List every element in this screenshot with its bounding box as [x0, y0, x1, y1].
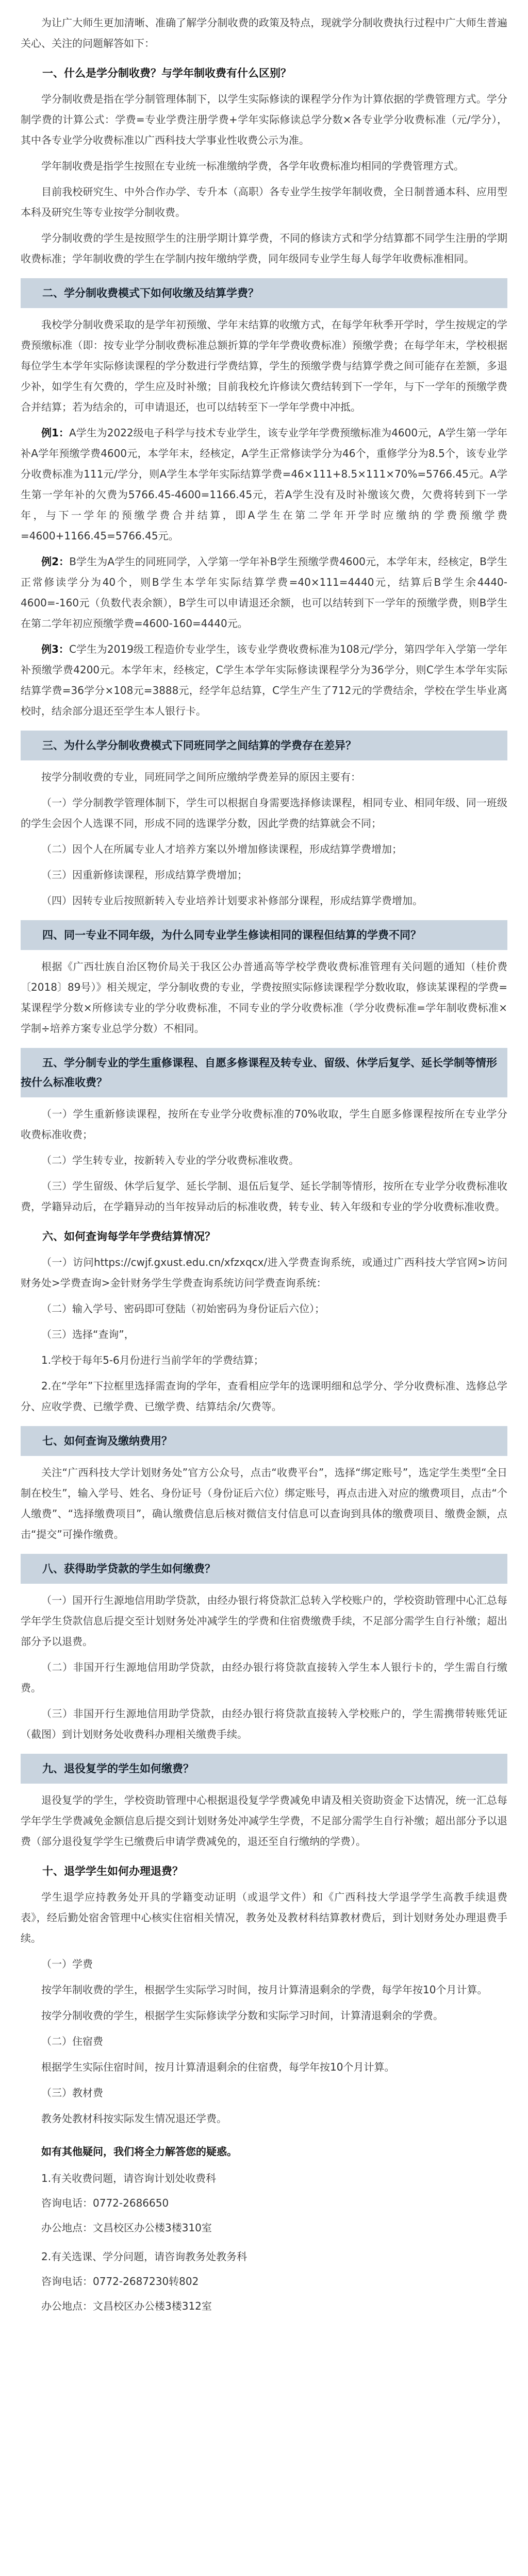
section-10-para-4: 根据学生实际住宿时间，按月计算清退剩余的住宿费，每学年按10个月计算。 [41, 2061, 395, 2073]
section-8-para-3: （三）非国开行生源地信用助学贷款，由经办银行将贷款直接转入学校账户的，学生需携带转账凭证（截图）到计划财务处收费科办理相关缴费手续。 [21, 1707, 507, 1740]
section-10-title: 十、退学学生如何办理退费？ [42, 1865, 183, 1877]
section-4-title: 四、同一专业不同年级，为什么同专业学生修读相同的课程但结算的学费不同？ [21, 920, 507, 950]
section-1-para-1: 学分制收费是指在学分制管理体制下，以学生实际修读的课程学分作为计算依据的学费管理方式。学分制学费的计算公式：学费=专业学费注册学费+学年实际修读总学分数×各专业学分收费标准（元/学分），其中各专业学分收费标准以广西科技大学事业性收费公示为准。 [21, 93, 507, 146]
section-10-para-2: 按学年制收费的学生，根据学生实际学习时间，按月计算清退剩余的学费，每学年按10个月计算。 [41, 1984, 488, 1996]
section-1 [21, 63, 507, 269]
section-10-para-5: 教务处教材科按实际发生情况退还学费。 [41, 2112, 227, 2125]
section-5-para-2: （二）学生转专业，按新转入专业的学分收费标准收费。 [41, 1154, 299, 1166]
contact-1-office: 办公地点：文昌校区办公楼3楼310室 [41, 2222, 212, 2234]
section-6-para-4: 1.学校于每年5-6月份进行当前学年的学费结算； [41, 1354, 264, 1366]
contact-2-title: 2.有关选课、学分问题，请咨询教务处教务科 [41, 2250, 248, 2263]
section-6 [21, 1226, 507, 1417]
section-6-para-5: 2.在“学年”下拉框里选择需查询的学年，查看相应学年的选课明细和总学分、学分收费标准、选修总学分、应收学费、已缴学费、已缴学费、结算结余/欠费等。 [21, 1380, 507, 1413]
section-10-sub-textbook: （三）教材费 [41, 2087, 103, 2099]
section-9 [21, 1754, 507, 1852]
section-3 [21, 731, 507, 911]
section-2-title: 二、学分制收费模式下如何收缴及结算学费？ [21, 278, 507, 308]
example-3-label: 例3： [41, 643, 69, 655]
example-2 [21, 551, 507, 634]
contact-block [21, 2141, 507, 2316]
section-4 [21, 920, 507, 1039]
section-2-para-1: 我校学分制收费采取的是学年初预缴、学年末结算的收缴方式，在每学年秋季开学时，学生按规定的学费预缴标准（即：按专业学分制收费标准总额折算的学年学费收费标准）预缴学费；在每学年末，学校根据每位学生本学年实际修读课程的学分数进行学费结算，学生的预缴学费与结算学费之间可能存在差额，多退少补，如学生有欠费的，学生应及时补缴；目前我校允许修读欠费结转到下一学年，与下一学年的预缴学费合并结算；若为结余的，可申请退还，也可以结转至下一学年学费中冲抵。 [21, 318, 507, 413]
example-1-text: A学生为2022级电子科学与技术专业学生，该专业学年学费预缴标准为4600元，A学生第一学年补A学年预缴学费4600元，本学年末，经核定，A学生正常修读学分为46个，重修学分为8.5个，该专业学分收费标准为111元/学分，则A学生本学年实际结算学费=46×111+8.5×111×70%=5766.45元。A学生第一学年补的欠费为5766.45-4600=1166.45元，若A学生没有及时补缴该欠费，欠费将转到下一学年，与下一学年的预缴学费合并结算，即A学生在第二学年开学时应缴纳的学费预缴学费=4600+1166.45=5766.45元。 [21, 427, 507, 542]
section-8-para-2: （二）非国开行生源地信用助学贷款，由经办银行将贷款直接转入学生本人银行卡的，学生需自行缴费。 [21, 1661, 507, 1694]
section-10-para-1: 学生退学应持教务处开具的学籍变动证明（或退学文件）和《广西科技大学退学学生高教手续退费表》，经后勤处宿舍管理中心核实住宿相关情况，教务处及教材科结算教材费后，到计划财务处办理退费手续。 [21, 1891, 507, 1944]
section-1-title: 一、什么是学分制收费？与学年制收费有什么区别？ [42, 67, 291, 79]
contact-1-phone[interactable]: 咨询电话：0772-2686650 [41, 2197, 169, 2209]
intro-paragraph: 为让广大师生更加清晰、准确了解学分制收费的政策及特点，现就学分制收费执行过程中广大师生普遍关心、关注的问题解答如下： [21, 16, 507, 49]
section-1-para-3: 目前我校研究生、中外合作办学、专升本（高职）各专业学生按学年制收费，全日制普通本科、应用型本科及研究生等专业按学分制收费。 [21, 185, 507, 218]
contact-lead: 如有其他疑问，我们将全力解答您的疑惑。 [41, 2145, 237, 2158]
section-10-sub-tuition: （一）学费 [41, 1958, 93, 1970]
section-9-para-1: 退役复学的学生，学校资助管理中心根据退役复学学费减免申请及相关资助资金下达情况，统一汇总每学年学生学费减免金额信息后提交到计划财务处冲减学生学费，不足部分需学生自行补缴；超出部分予以退费（部分退役复学学生已缴费后申请学费减免的，退还至自行缴纳的学费）。 [21, 1794, 507, 1848]
section-1-para-4: 学分制收费的学生是按照学生的注册学期计算学费，不同的修读方式和学分结算都不同学生注册的学期收费标准；学年制收费的学生在学制内按年缴纳学费，同年级同专业学生每人每学年收费标准相同。 [21, 232, 507, 265]
section-8-title: 八、获得助学贷款的学生如何缴费？ [21, 1554, 507, 1584]
section-8 [21, 1554, 507, 1744]
contact-divider [21, 2242, 507, 2246]
section-5-title: 五、学分制专业的学生重修课程、自愿多修课程及转专业、留级、休学后复学、延长学制等情形按什么标准收费？ [21, 1048, 507, 1097]
section-6-para-3: （三）选择“查询”， [41, 1328, 135, 1341]
contact-2-office: 办公地点：文昌校区办公楼3楼312室 [41, 2300, 212, 2312]
section-8-para-1: （一）国开行生源地信用助学贷款，由经办银行将贷款汇总转入学校账户的，学校资助管理中心汇总每学年学生贷款信息后提交至计划财务处冲减学生的学费和住宿费缴费手续，不足部分需学生自行补缴；超出部分予以退费。 [21, 1594, 507, 1648]
example-1-label: 例1： [41, 427, 69, 439]
example-2-label: 例2： [41, 555, 70, 568]
section-3-para-5: （四）因转专业后按照新转入专业培养计划要求补修部分课程，形成结算学费增加。 [41, 894, 423, 907]
section-4-para-1: 根据《广西壮族自治区物价局关于我区公办普通高等学校学费收费标准管理有关问题的通知（桂价费〔2018〕89号）》相关规定，学分制收费的专业，学费按照实际修读课程学分数收取，修读某课程的学费=某课程学分数×所修读专业的学分收费标准，不同专业的学分收费标准（学分收费标准=学年制收费标准×学制÷培养方案专业总学分数）不相同。 [21, 960, 507, 1035]
section-6-para-1: （一）访问https://cwjf.gxust.edu.cn/xfzxqcx/进入学费查询系统，或通过广西科技大学官网>访问财务处>学费查询>金针财务学生学费查询系统访问学费查询系统： [21, 1256, 507, 1289]
example-3 [21, 639, 507, 721]
section-2 [21, 278, 507, 721]
section-6-title: 六、如何查询每学年学费结算情况？ [42, 1230, 216, 1243]
contact-2-phone[interactable]: 咨询电话：0772-2687230转802 [41, 2275, 199, 2287]
section-5-para-1: （一）学生重新修读课程，按所在专业学分收费标准的70%收取，学生自愿多修课程按所在专业学分收费标准收费； [21, 1108, 507, 1141]
section-3-para-2: （一）学分制教学管理体制下，学生可以根据自身需要选择修读课程，相同专业、相同年级、同一班级的学生会因个人选课不同，形成不同的选课学分数，因此学费的结算就会不同； [21, 796, 507, 829]
example-2-text: B学生为A学生的同班同学，入学第一学年补B学生预缴学费4600元，本学年末，经核定，B学生正常修读学分为40个，则B学生本学年实际结算学费=40×111=4440元，结算后B学生余4440-4600=-160元（负数代表余额），B学生可以申请退还余额，也可以结转到下一学年的预缴学费，则B学生在第二学年初应预缴学费=4600-160=4440元。 [21, 555, 507, 630]
section-10 [21, 1861, 507, 2129]
section-10-para-3: 按学分制收费的学生，根据学生实际修读学分数和实际学习时间，计算清退剩余的学费。 [41, 2009, 443, 2022]
section-7-title: 七、如何查询及缴纳费用？ [21, 1426, 507, 1456]
section-1-para-2: 学年制收费是指学生按照在专业统一标准缴纳学费，各学年收费标准均相同的学费管理方式。 [41, 160, 464, 172]
contact-1-title: 1.有关收费问题，请咨询计划处收费科 [41, 2172, 217, 2184]
example-1 [21, 422, 507, 546]
section-5-para-3: （三）学生留级、休学后复学、延长学制、退伍后复学、延长学制等情形，按所在专业学分收费标准收费，学籍异动后，在学籍异动的当年按异动后的标准收费，转专业、转入年级和专业的学分收费标准收费。 [21, 1180, 507, 1213]
section-3-para-3: （二）因个人在所属专业人才培养方案以外增加修读课程，形成结算学费增加； [41, 843, 402, 855]
section-7 [21, 1426, 507, 1545]
section-3-title: 三、为什么学分制收费模式下同班同学之间结算的学费存在差异？ [21, 731, 507, 760]
section-7-para-1: 关注“广西科技大学计划财务处”官方公众号，点击“收费平台”，选择“绑定账号”，选定学生类型“全日制在校生”，输入学号、姓名、身份证号（身份证后六位）绑定账号，再点击进入对应的缴费项目，点击“个人缴费”、“选择缴费项目”，确认缴费信息后核对微信支付信息可以查询到具体的缴费项目、缴费金额，点击“提交”可操作缴费。 [21, 1466, 507, 1540]
example-3-text: C学生为2019级工程造价专业学生，该专业学费收费标准为108元/学分，第四学年入学第一学年补预缴学费4200元。本学年末，经核定，C学生本学年实际修读课程学分为36学分，则C学生本学年实际结算学费=36学分×108元=3888元，经学年总结算，C学生产生了712元的学费结余，学校在学生毕业离校时，结余部分退还至学生本人银行卡。 [21, 643, 507, 717]
section-10-sub-lodging: （二）住宿费 [41, 2035, 103, 2047]
section-5 [21, 1048, 507, 1217]
section-3-para-1: 按学分制收费的专业，同班同学之间所应缴纳学费差异的原因主要有： [41, 771, 361, 783]
section-6-para-2: （二）输入学号、密码即可登陆（初始密码为身份证后六位）； [41, 1302, 325, 1315]
section-9-title: 九、退役复学的学生如何缴费？ [21, 1754, 507, 1784]
section-3-para-4: （三）因重新修读课程，形成结算学费增加； [41, 869, 248, 881]
